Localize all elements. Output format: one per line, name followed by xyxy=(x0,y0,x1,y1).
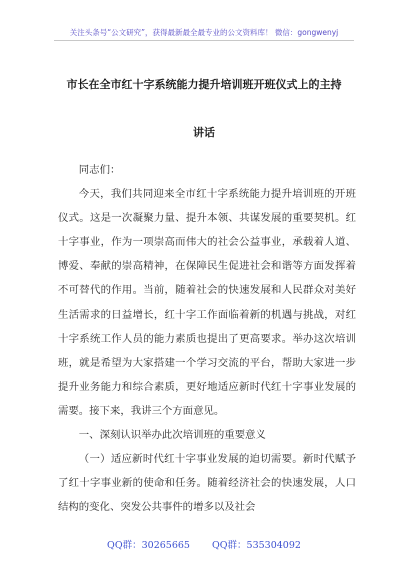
paragraph-1: 今天，我们共同迎来全市红十字系统能力提升培训班的开班仪式。这是一次凝聚力量、提升本领、共谋发展的重要契机。红十字事业，作为一项崇高而伟大的社会公益事业，承载着人道、博爱、奉献的崇高精神，在保障民生促进社会和谐等方面发挥着不可替代的作用。当前，随着社会的快速发展和人民群众对美好生活需求的日益增长，红十字工作面临着新的机遇与挑战，对红十字系统工作人员的能力素质也提出了更高要求。举办这次培训班，就是希望为大家搭建一个学习交流的平台，帮助大家进一步提升业务能力和综合素质，更好地适应新时代红十字事业发展的需要。接下来，我讲三个方面意见。 xyxy=(58,188,356,417)
footer-qq-group-1: QQ群：30265665 xyxy=(107,540,190,551)
header-divider xyxy=(54,40,354,41)
salutation: 同志们： xyxy=(78,164,121,176)
section-1-heading: 一、深刻认识举办此次培训班的重要意义 xyxy=(78,429,266,442)
paragraph-2: （一）适应新时代红十字事业发展的迫切需要。新时代赋予了红十字事业新的使命和任务。随着经济社会的快速发展，人口结构的变化、突发公共事件的增多以及社会 xyxy=(58,453,356,514)
header-promo-note: 关注头条号“公文研究”，获得最新最全最专业的公文资料库！ 微信：gongwenyj xyxy=(69,28,339,37)
footer-contact xyxy=(0,537,408,551)
document-title-line-2: 讲话 xyxy=(193,126,215,139)
footer-qq-group-2: QQ群：535304092 xyxy=(211,540,301,551)
document-body xyxy=(58,158,356,519)
document-title-line-1: 市长在全市红十字系统能力提升培训班开班仪式上的主持 xyxy=(66,78,342,91)
